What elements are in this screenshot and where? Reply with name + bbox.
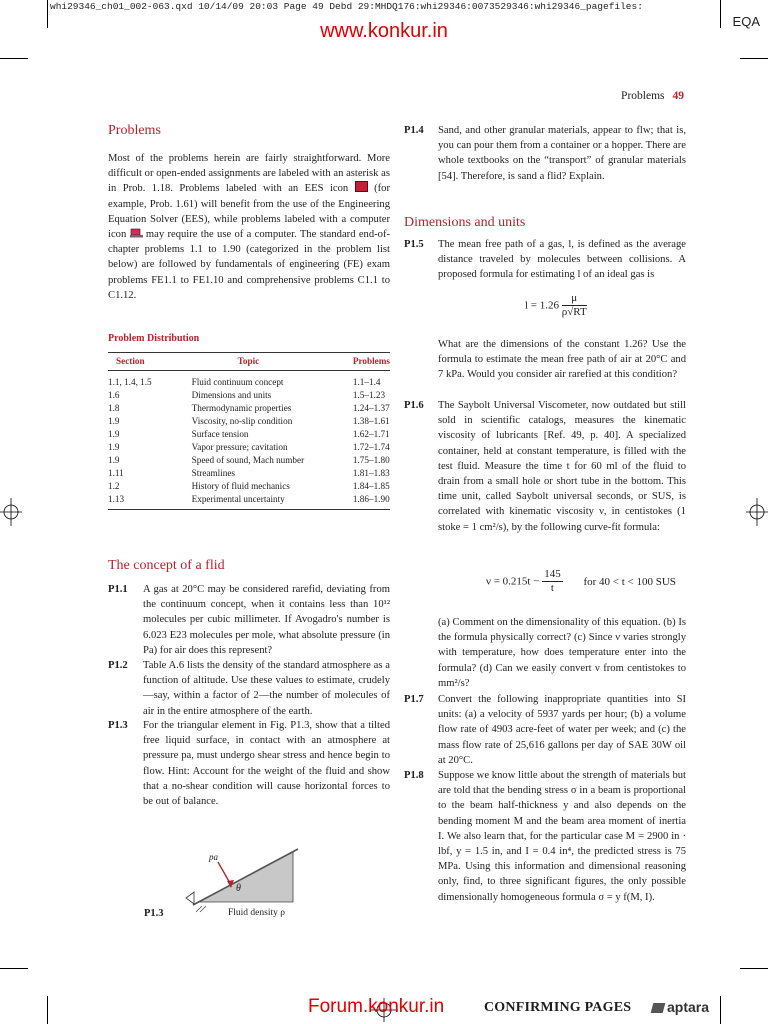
cell-problems: 1.5–1.23 — [352, 390, 386, 400]
distribution-title: Problem Distribution — [108, 333, 200, 344]
cell-topic: Speed of sound, Mach number — [191, 455, 305, 465]
equation-lhs: l = 1.26 — [525, 299, 560, 312]
problem-p1-2 — [108, 658, 390, 719]
problem-text: For the triangular element in Fig. P1.3, show that a tilted free liquid surface, in contact with an atmosphere at pressure pa, must undergo shear stress and hence begin to flow. Hint: Account for the weight of the fluid and show that a no-shear condition will cause horizontal forces to be out of balance. — [143, 720, 390, 808]
figure-caption: Fluid density ρ — [228, 908, 285, 918]
cell-problems: 1.38–1.61 — [352, 416, 390, 426]
cell-problems: 1.24–1.37 — [352, 403, 390, 413]
equation-saybolt — [486, 568, 676, 595]
cell-section: 1.6 — [108, 390, 120, 400]
running-head — [621, 90, 684, 102]
equation-fraction — [562, 292, 587, 319]
problem-text: Sand, and other granular materials, appear to flw; that is, you can pour them from a container or a hopper. There are whole textbooks on the “transport” of granular materials [54]. Therefore, is sand a flid? Explain. — [438, 125, 686, 182]
crop-mark — [0, 968, 28, 969]
support-triangle — [186, 892, 194, 904]
problem-text: Table A.6 lists the density of the standard atmosphere as a function of altitude. Use these values to estimate, crudely—say, within a factor of 2—the number of molecules of air in the entire atmosphere of the earth. — [143, 660, 390, 717]
cell-problems: 1.62–1.71 — [352, 429, 390, 439]
distribution-table — [108, 352, 390, 510]
cell-topic: Surface tension — [191, 429, 249, 439]
equation-condition: for 40 < t < 100 SUS — [583, 575, 676, 588]
crop-mark — [720, 996, 721, 1024]
cell-section: 1.8 — [108, 403, 120, 413]
problem-p1-5 — [404, 237, 686, 283]
page-number: 49 — [672, 90, 684, 102]
problem-number: P1.7 — [404, 694, 424, 705]
table-row — [108, 441, 390, 454]
problem-p1-1 — [108, 582, 390, 658]
dimensions-heading: Dimensions and units — [404, 215, 526, 230]
concept-heading: The concept of a flid — [108, 558, 225, 573]
cell-section: 1.9 — [108, 429, 120, 439]
aptara-logo — [652, 999, 709, 1015]
aptara-text: aptara — [667, 999, 710, 1015]
running-title: Problems — [621, 90, 665, 102]
cell-topic: Fluid continuum concept — [191, 377, 284, 387]
intro-text-2: (for example, Prob. 1.61) will benefit from the use of the Engineering Equation Solver (EES), while problems labeled with a computer icon — [108, 183, 390, 241]
cell-section: 1.2 — [108, 481, 120, 491]
table-row — [108, 389, 390, 402]
cell-section: 1.9 — [108, 442, 120, 452]
aptara-mark-icon — [651, 1003, 666, 1013]
table-row — [108, 454, 390, 467]
crop-mark — [0, 58, 28, 59]
problem-text: Convert the following inappropriate quantities into SI units: (a) a velocity of 5937 yards per hour; (b) a volume flow rate of 4903 acre-feet of water per week; and (c) the mass flow rate of 25,616 gallons per day of SAE 30W oil at 20°C. — [438, 694, 686, 766]
figure-label-theta: θ — [236, 883, 241, 894]
cell-problems: 1.84–1.85 — [352, 481, 390, 491]
table-row — [108, 428, 390, 441]
cell-section: 1.9 — [108, 455, 120, 465]
ees-icon — [355, 181, 368, 192]
equation-fraction — [542, 568, 563, 595]
cell-topic: Streamlines — [191, 468, 236, 478]
cell-topic: History of fluid mechanics — [191, 481, 290, 491]
cell-topic: Thermodynamic properties — [191, 403, 292, 413]
cell-topic: Dimensions and units — [191, 390, 272, 400]
cell-problems: 1.72–1.74 — [352, 442, 390, 452]
problem-text: The Saybolt Universal Viscometer, now outdated but still sold in scientific catalogs, measures the kinematic viscosity of lubricants [Ref. 49, p. 40]. A specialized container, held at constant temperature, is filled with the test fluid. Measure the time t for 60 ml of the fluid to drain from a small hole or short tube in the bottom. This time unit, called Saybolt universal seconds, or SUS, is correlated with kinematic viscosity ν, in centistokes (1 stoke = 1 cm²/s), by the following curve-fit formula: — [438, 400, 686, 533]
problems-heading: Problems — [108, 123, 161, 138]
cell-problems: 1.1–1.4 — [352, 377, 381, 387]
problem-number: P1.6 — [404, 400, 424, 411]
col-header-problems: Problems — [353, 353, 390, 371]
registration-mark-left — [0, 498, 22, 526]
corner-code: EQA — [732, 14, 760, 29]
table-row — [108, 480, 390, 493]
cell-topic: Experimental uncertainty — [192, 493, 353, 510]
file-info-line: whi29346_ch01_002-063.qxd 10/14/09 20:03 Page 49 Debd 29:MHDQ176:whi29346:0073529346:whi29346_pagefiles: — [50, 1, 643, 12]
table-row — [108, 467, 390, 480]
intro-paragraph — [108, 151, 390, 303]
table-row — [108, 371, 390, 390]
figure-label-pa: pa — [209, 852, 218, 862]
cell-topic: Vapor pressure; cavitation — [191, 442, 288, 452]
crop-mark — [740, 58, 768, 59]
cell-problems: 1.81–1.83 — [352, 468, 390, 478]
equation-numerator: μ — [562, 292, 587, 306]
col-header-section: Section — [108, 353, 192, 371]
intro-text-1: Most of the problems herein are fairly straightforward. More difficult or open-ended assignments are labeled with an asterisk as in Prob. 1.18. Problems labeled with an EES icon — [108, 153, 390, 195]
intro-text-3: may require the use of a computer. The standard end-of-chapter problems 1.1 to 1.90 (categorized in the problem list below) are followed by fundamentals of engineering (FE) exam problems FE1.1 to FE1.10 and comprehensive problems C1.1 to C1.12. — [108, 229, 391, 301]
problem-number: P1.8 — [404, 770, 424, 781]
problem-p1-4 — [404, 123, 686, 184]
problem-number: P1.1 — [108, 584, 128, 595]
figure-number: P1.3 — [144, 908, 164, 919]
table-row — [108, 402, 390, 415]
problem-text: The mean free path of a gas, l, is defined as the average distance traveled by molecules between collisions. A proposed formula for estimating l of an ideal gas is — [438, 239, 686, 281]
equation-numerator: 145 — [544, 568, 561, 580]
problem-text: A gas at 20°C may be considered rarefid, deviating from the continuum concept, when it contains less than 10¹² molecules per cubic millimeter. If Avogadro's number is 6.023 E23 molecules per mole, what absolute pressure (in Pa) for air does this represent? — [143, 584, 390, 656]
equation-denominator: t — [550, 582, 554, 594]
col-header-topic: Topic — [192, 353, 353, 371]
p1-5-continued: What are the dimensions of the constant 1.26? Use the formula to estimate the mean free path of air at 20°C and 7 kPa. Would you consider air rarefied at this condition? — [438, 339, 686, 381]
registration-mark-right — [746, 498, 768, 526]
cell-topic: Viscosity, no-slip condition — [191, 416, 293, 426]
problem-number: P1.5 — [404, 239, 424, 250]
cell-problems: 1.86–1.90 — [353, 493, 390, 510]
confirming-pages: CONFIRMING PAGES — [484, 1000, 632, 1015]
problem-p1-6 — [404, 398, 686, 535]
crop-mark — [740, 968, 768, 969]
problem-number: P1.3 — [108, 720, 128, 731]
watermark-top[interactable]: www.konkur.in — [320, 20, 448, 42]
table-row — [108, 493, 390, 510]
equation-lhs: ν = 0.215t − — [486, 575, 540, 588]
equation-mean-free-path — [525, 292, 587, 319]
cell-section: 1.11 — [108, 468, 124, 478]
problem-number: P1.4 — [404, 125, 424, 136]
p1-6-continued: (a) Comment on the dimensionality of this equation. (b) Is the formula physically correct? (c) Since ν varies strongly with temperature, how does temperature enter into the formula? (d) Can we easily convert ν from centistokes to mm²/s? — [438, 617, 686, 689]
cell-section: 1.9 — [108, 416, 120, 426]
crop-mark — [47, 996, 48, 1024]
equation-denominator: ρ√RT — [561, 306, 587, 318]
problem-p1-8 — [404, 768, 686, 905]
problem-p1-3 — [108, 718, 390, 809]
problem-text: Suppose we know little about the strength of materials but are told that the bending stress σ in a beam is proportional to the beam half-thickness y and also depends on the bending moment M and the beam area moment of inertia I. We also learn that, for the particular case M = 2900 in · lbf, y = 1.5 in, and I = 0.4 in⁴, the predicted stress is 75 MPa. Using this information and dimensional reasoning only, find, to three significant figures, the only possible dimensionally homogeneous formula σ = y f(M, I). — [438, 770, 686, 903]
problem-number: P1.2 — [108, 660, 128, 671]
watermark-bottom[interactable]: Forum.konkur.in — [308, 996, 445, 1017]
problem-p1-7 — [404, 692, 686, 768]
cell-section: 1.13 — [108, 493, 192, 510]
cell-section: 1.1, 1.4, 1.5 — [108, 377, 152, 387]
table-row — [108, 415, 390, 428]
cell-problems: 1.75–1.80 — [352, 455, 390, 465]
computer-icon — [130, 228, 143, 238]
